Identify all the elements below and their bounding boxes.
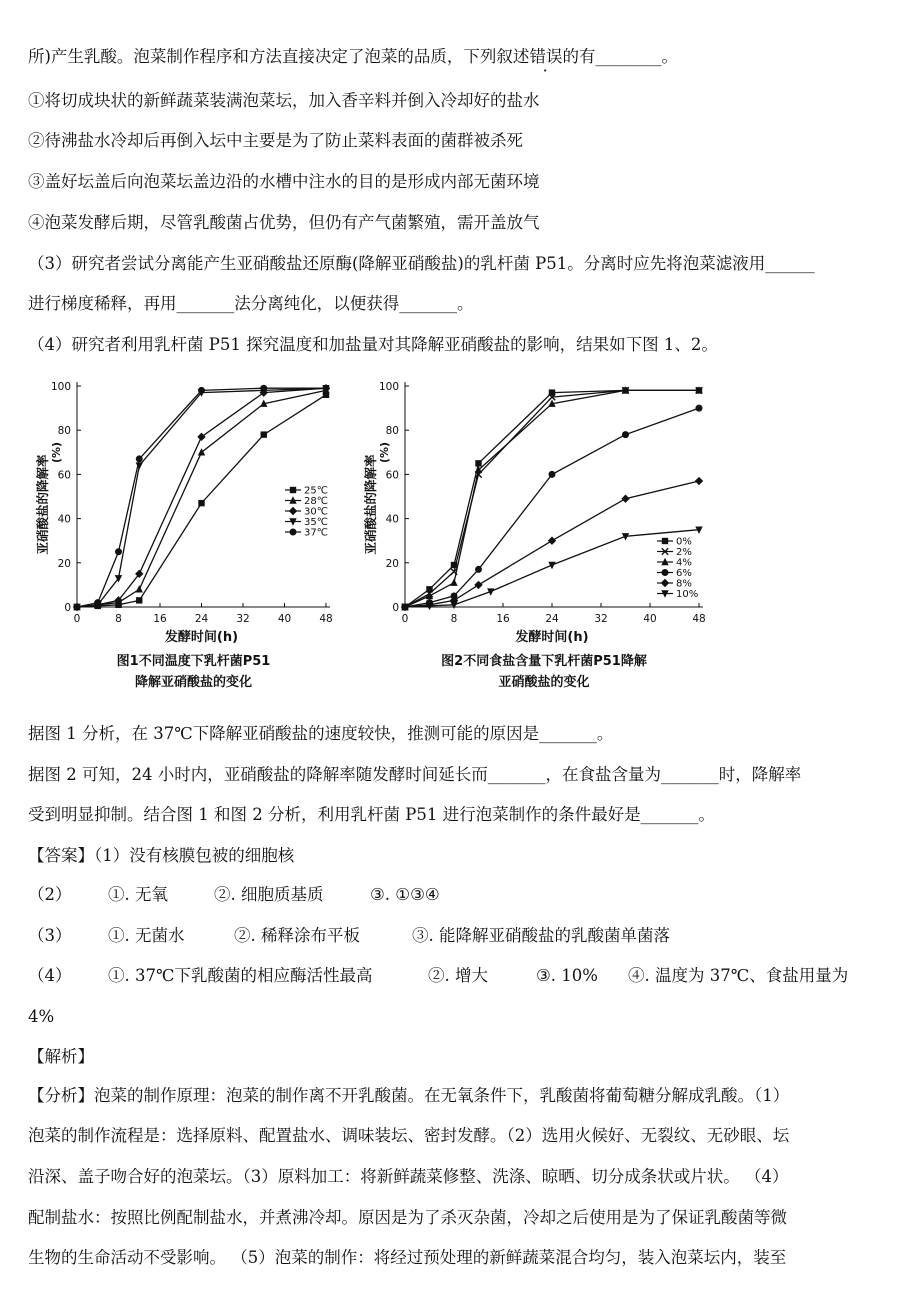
chart-title: 图1不同温度下乳杆菌P51 bbox=[116, 654, 271, 669]
after-figure-line-1: 据图 1 分析，在 37℃下降解亚硝酸盐的速度较快，推测可能的原因是_______。 bbox=[28, 724, 614, 743]
data-point bbox=[136, 455, 143, 462]
analysis-line-3: 沿深、盖子吻合好的泡菜坛。（3）原料加工：将新鲜蔬菜修整、洗涤、晾晒、切分成条状或片状。 （4） bbox=[28, 1167, 789, 1186]
data-point bbox=[198, 387, 205, 394]
x-tick-label: 24 bbox=[545, 613, 559, 625]
analysis-line-2: 泡菜的制作流程是：选择原料、配置盐水、调味装坛、密封发酵。（2）选用火候好、无裂纹、无砂眼、坛 bbox=[28, 1126, 790, 1145]
series-28℃ bbox=[73, 386, 329, 610]
y-tick-label: 60 bbox=[385, 469, 399, 482]
series-2% bbox=[402, 387, 702, 610]
option-4: ④泡菜发酵后期，尽管乳酸菌占优势，但仍有产气菌繁殖，需开盖放气 bbox=[28, 213, 540, 232]
legend-label: 4% bbox=[676, 557, 692, 569]
y-tick-label: 80 bbox=[385, 425, 399, 438]
series-line bbox=[405, 390, 699, 607]
legend-label: 28℃ bbox=[304, 496, 328, 507]
series-35℃ bbox=[73, 385, 329, 611]
y-tick-label: 40 bbox=[57, 513, 71, 526]
answer-label: 【答案】 bbox=[28, 846, 94, 865]
x-tick-label: 48 bbox=[319, 613, 333, 625]
y-axis-unit: (%) bbox=[378, 441, 391, 464]
x-tick-label: 40 bbox=[643, 613, 657, 625]
data-point bbox=[136, 597, 142, 603]
x-tick-label: 0 bbox=[73, 613, 81, 625]
emphasis-text: 错误 bbox=[529, 47, 563, 66]
legend-marker bbox=[290, 529, 297, 536]
data-point bbox=[323, 385, 330, 392]
chart-subtitle: 亚硝酸盐的变化 bbox=[498, 675, 590, 690]
y-tick-label: 80 bbox=[57, 425, 71, 438]
legend-label: 0% bbox=[676, 536, 692, 548]
x-tick-label: 8 bbox=[450, 613, 458, 625]
x-axis-label: 发酵时间(h) bbox=[515, 630, 589, 645]
chart-2 bbox=[363, 381, 706, 690]
question-4-line: （4）研究者利用乳杆菌 P51 探究温度和加盐量对其降解亚硝酸盐的影响，结果如下图 1、2。 bbox=[28, 335, 718, 354]
data-point bbox=[94, 599, 101, 606]
answer-line-1: 【答案】（1）没有核膜包被的细胞核 bbox=[28, 846, 295, 865]
x-tick-label: 0 bbox=[401, 613, 409, 625]
legend-label: 6% bbox=[676, 568, 692, 579]
chart-1 bbox=[35, 381, 333, 690]
x-tick-label: 32 bbox=[236, 613, 250, 625]
y-tick-label: 20 bbox=[57, 557, 71, 570]
data-point bbox=[475, 566, 482, 573]
y-axis-label: 亚硝酸盐的降解率 bbox=[35, 454, 50, 555]
series-line bbox=[77, 388, 326, 607]
legend-marker bbox=[290, 487, 296, 493]
series-line bbox=[405, 390, 699, 607]
data-point bbox=[74, 604, 81, 611]
legend-label: 2% bbox=[676, 547, 692, 558]
series-6% bbox=[402, 405, 703, 611]
question-intro: 所)产生乳酸。泡菜制作程序和方法直接决定了泡菜的品质，下列叙述错误的有________。 bbox=[28, 47, 678, 66]
y-tick-label: 0 bbox=[64, 602, 71, 614]
series-30℃ bbox=[73, 384, 330, 611]
legend-label: 30℃ bbox=[304, 506, 328, 518]
data-point bbox=[198, 500, 204, 506]
x-tick-label: 32 bbox=[594, 613, 608, 625]
analysis-label: 【解析】 bbox=[28, 1047, 94, 1066]
y-tick-label: 0 bbox=[392, 602, 399, 614]
after-figure-line-3: 受到明显抑制。结合图 1 和图 2 分析，利用乳杆菌 P51 进行泡菜制作的条件最好是_______。 bbox=[28, 805, 715, 824]
series-37℃ bbox=[74, 385, 330, 611]
series-8% bbox=[401, 477, 703, 611]
legend-marker bbox=[289, 507, 297, 515]
series-line bbox=[405, 408, 699, 607]
y-tick-label: 40 bbox=[385, 513, 399, 526]
data-point bbox=[197, 433, 205, 441]
question-3-line-2: 进行梯度稀释，再用_______法分离纯化，以便获得_______。 bbox=[28, 294, 474, 313]
x-tick-label: 8 bbox=[115, 613, 122, 625]
legend-label: 10% bbox=[676, 589, 699, 600]
x-tick-label: 40 bbox=[277, 613, 292, 625]
option-1: ①将切成块状的新鲜蔬菜装满泡菜坛，加入香辛料并倒入冷却好的盐水 bbox=[28, 91, 540, 110]
analysis-line-4: 配制盐水：按照比例配制盐水，并煮沸冷却。原因是为了杀灭杂菌，冷却之后使用是为了保证乳酸菌等微 bbox=[28, 1208, 787, 1227]
y-tick-label: 100 bbox=[50, 381, 71, 393]
x-tick-label: 48 bbox=[692, 613, 706, 625]
data-point bbox=[136, 585, 143, 592]
y-tick-label: 100 bbox=[378, 381, 399, 393]
legend-label: 8% bbox=[676, 578, 692, 590]
charts-svg bbox=[35, 368, 727, 698]
series-0% bbox=[402, 387, 702, 610]
x-tick-label: 24 bbox=[194, 613, 209, 625]
x-tick-label: 16 bbox=[153, 613, 167, 625]
series-line bbox=[77, 388, 326, 607]
y-tick-label: 60 bbox=[57, 469, 71, 482]
data-point bbox=[261, 431, 267, 437]
option-3: ③盖好坛盖后向泡菜坛盖边沿的水槽中注水的目的是形成内部无菌环境 bbox=[28, 172, 540, 191]
option-2: ②待沸盐水冷却后再倒入坛中主要是为了防止菜料表面的菌群被杀死 bbox=[28, 131, 523, 150]
data-point bbox=[198, 448, 205, 455]
series-line bbox=[405, 390, 699, 607]
after-figure-line-2: 据图 2 可知，24 小时内，亚硝酸盐的降解率随发酵时间延长而_______，在食盐含量为_______时，降解率 bbox=[28, 765, 802, 784]
y-axis-unit: (%) bbox=[50, 441, 63, 464]
legend-label: 25℃ bbox=[304, 485, 328, 497]
series-line bbox=[77, 390, 326, 607]
data-point bbox=[474, 581, 482, 589]
legend-label: 35℃ bbox=[304, 517, 328, 528]
figure-charts bbox=[35, 368, 727, 698]
chart-subtitle: 降解亚硝酸盐的变化 bbox=[134, 675, 253, 690]
data-point bbox=[475, 460, 481, 466]
data-point bbox=[260, 385, 267, 392]
y-axis-label: 亚硝酸盐的降解率 bbox=[363, 454, 378, 555]
series-4% bbox=[401, 386, 702, 610]
data-point bbox=[695, 477, 703, 485]
question-3-line-1: （3）研究者尝试分离能产生亚硝酸盐还原酶(降解亚硝酸盐)的乳杆菌 P51。分离时应先将泡菜滤液用______ bbox=[28, 254, 815, 273]
data-point bbox=[115, 548, 122, 555]
data-point bbox=[696, 405, 703, 412]
analysis-line-1: 【分析】泡菜的制作原理：泡菜的制作离不开乳酸菌。在无氧条件下，乳酸菌将葡萄糖分解成乳酸。（1） bbox=[28, 1086, 790, 1105]
data-point bbox=[549, 471, 556, 478]
legend-marker bbox=[662, 538, 668, 544]
answer-line-3: （3） ①. 无菌水 ②. 稀释涂布平板 ③. 能降解亚硝酸盐的乳酸菌单菌落 bbox=[28, 926, 670, 945]
answer-line-4-tail: 4% bbox=[28, 1007, 55, 1026]
answer-line-2: （2） ①. 无氧 ②. 细胞质基质 ③. ①③④ bbox=[28, 885, 440, 904]
data-point bbox=[621, 495, 629, 503]
series-line bbox=[77, 388, 326, 607]
legend-label: 37℃ bbox=[304, 527, 328, 539]
data-point bbox=[548, 537, 556, 545]
data-point bbox=[450, 578, 457, 585]
chart-title: 图2不同食盐含量下乳杆菌P51降解 bbox=[441, 654, 647, 669]
legend-marker bbox=[661, 579, 669, 587]
answer-line-4: （4） ①. 37℃下乳酸菌的相应酶活性最高 ②. 增大 ③. 10% ④. 温度为 37℃、食盐用量为 bbox=[28, 966, 849, 985]
y-tick-label: 20 bbox=[385, 557, 399, 570]
x-tick-label: 16 bbox=[496, 613, 510, 625]
data-point bbox=[622, 431, 629, 438]
analysis-line-5: 生物的生命活动不受影响。 （5）泡菜的制作：将经过预处理的新鲜蔬菜混合均匀，装入泡菜坛内，装至 bbox=[28, 1248, 787, 1267]
legend-marker bbox=[662, 569, 669, 576]
x-axis-label: 发酵时间(h) bbox=[164, 630, 239, 645]
